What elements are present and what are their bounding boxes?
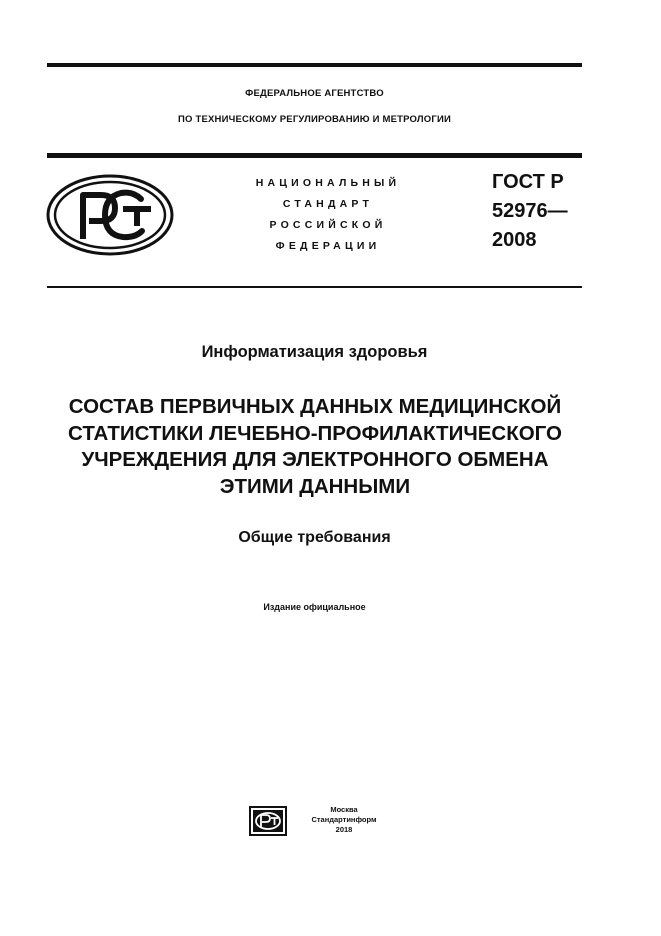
publisher-city: Москва	[330, 805, 358, 814]
subject-heading: Информатизация здоровья	[201, 343, 428, 361]
middle-rule	[47, 153, 582, 158]
designation-line-2: 52976—	[492, 200, 568, 222]
designation-line-3: 2008	[492, 229, 537, 251]
agency-name-line-1: ФЕДЕРАЛЬНОЕ АГЕНТСТВО	[245, 88, 384, 99]
edition-note: Издание официальное	[263, 602, 366, 612]
title-line: УЧРЕЖДЕНИЯ ДЛЯ ЭЛЕКТРОННОГО ОБМЕНА	[81, 448, 549, 471]
publisher-year: 2018	[335, 825, 353, 834]
document-title	[30, 394, 600, 500]
title-line: СОСТАВ ПЕРВИЧНЫХ ДАННЫХ МЕДИЦИНСКОЙ	[68, 395, 562, 418]
general-requirements-subtitle: Общие требования	[238, 529, 391, 546]
designation-line-1: ГОСТ Р	[492, 171, 564, 193]
rst-certification-mark-icon	[45, 173, 175, 257]
standard-type-line-4: ФЕДЕРАЦИИ	[275, 240, 381, 252]
title-line: СТАТИСТИКИ ЛЕЧЕБНО-ПРОФИЛАКТИЧЕСКОГО	[68, 421, 562, 445]
bottom-rule	[47, 286, 582, 288]
top-rule	[47, 63, 582, 67]
standard-type-block	[228, 173, 428, 257]
publisher-name: Стандартинформ	[311, 815, 377, 824]
standartinform-logo-icon	[249, 806, 287, 836]
standard-type-line-1: НАЦИОНАЛЬНЫЙ	[255, 177, 401, 189]
standard-type-line-3: РОССИЙСКОЙ	[269, 219, 387, 231]
standard-designation	[492, 168, 568, 255]
title-line: ЭТИМИ ДАННЫМИ	[219, 474, 411, 498]
publisher-imprint	[294, 805, 394, 835]
agency-name-line-2: ПО ТЕХНИЧЕСКОМУ РЕГУЛИРОВАНИЮ И МЕТРОЛОГИИ	[178, 114, 451, 125]
standard-type-line-2: СТАНДАРТ	[282, 198, 374, 210]
